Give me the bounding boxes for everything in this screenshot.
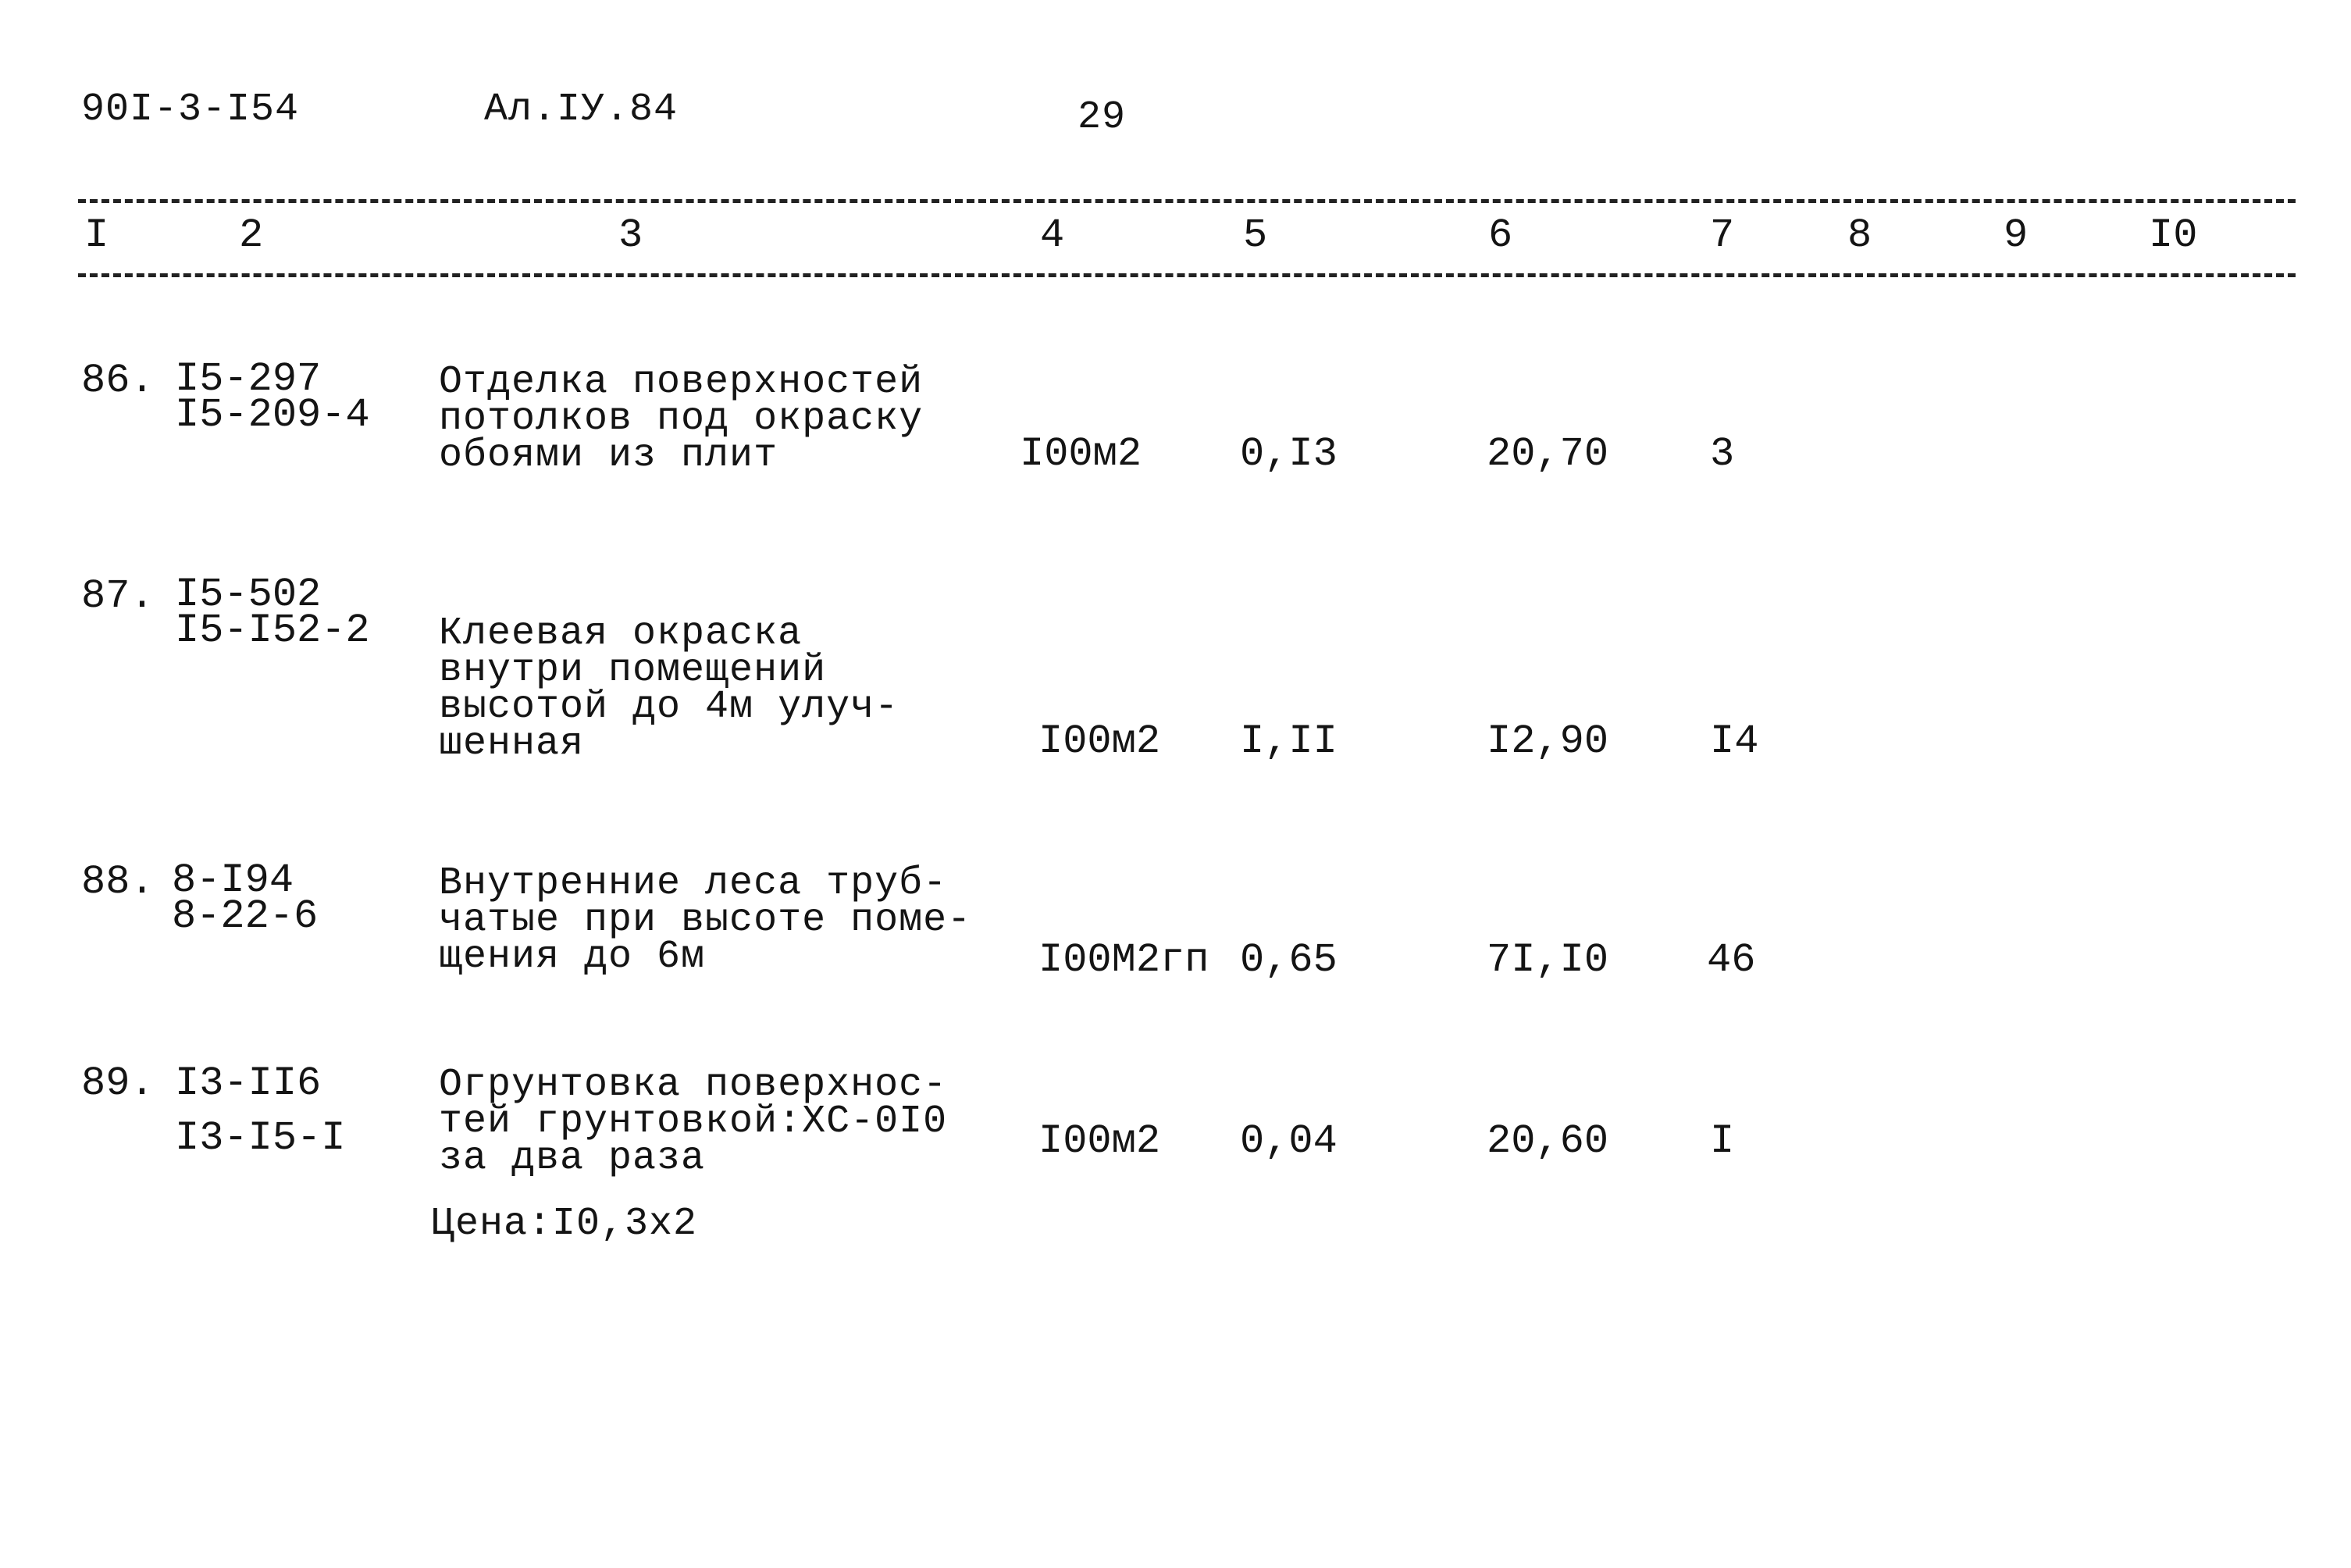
column-header-3: 3	[618, 212, 643, 258]
row-89-number: 89.	[81, 1060, 155, 1107]
sheet-reference: Ал.IУ.84	[484, 87, 679, 132]
column-header-7: 7	[1710, 212, 1735, 258]
row-89-description: Огрунтовка поверхнос- тей грунтовкой:ХС-0I0 за два раза	[439, 1063, 948, 1181]
top-dashed-rule	[78, 199, 2296, 203]
column-header-2: 2	[239, 212, 264, 258]
bottom-dashed-rule	[78, 273, 2296, 277]
column-header-4: 4	[1040, 212, 1065, 258]
column-header-1: I	[84, 212, 109, 258]
price-note: Цена:I0,3х2	[431, 1202, 698, 1246]
row-87-price: I2,90	[1487, 718, 1609, 764]
row-86-quantity: 0,I3	[1240, 431, 1338, 477]
row-86-code-2: I5-209-4	[175, 392, 370, 438]
page-number: 29	[1078, 95, 1127, 140]
row-87-number: 87.	[81, 573, 155, 619]
row-86-description: Отделка поверхностей потолков под окраску обоями из плит	[439, 360, 924, 478]
row-89-code-1: I3-II6	[175, 1060, 322, 1107]
row-89-quantity: 0,04	[1240, 1118, 1338, 1164]
row-86-unit: I00м2	[1020, 431, 1142, 477]
row-87-code-2: I5-I52-2	[175, 608, 370, 654]
row-88-code-2: 8-22-6	[172, 893, 319, 939]
row-87-total: I4	[1710, 718, 1759, 764]
row-89-code-2: I3-I5-I	[175, 1115, 346, 1161]
row-89-total: I	[1710, 1118, 1735, 1164]
column-header-8: 8	[1847, 212, 1872, 258]
row-88-description: Внутренние леса труб- чатые при высоте поме- щения до 6м	[439, 861, 972, 979]
row-86-number: 86.	[81, 358, 155, 404]
document-code: 90I-3-I54	[81, 87, 300, 132]
row-86-total: 3	[1710, 431, 1735, 477]
column-header-6: 6	[1488, 212, 1513, 258]
row-88-unit: I00М2гп	[1038, 937, 1209, 983]
column-header-10: I0	[2149, 212, 2198, 258]
row-87-code-1: I5-502	[175, 572, 322, 618]
row-89-unit: I00м2	[1038, 1118, 1161, 1164]
row-87-description: Клеевая окраска внутри помещений высотой до 4м улуч- шенная	[439, 611, 899, 766]
row-87-quantity: I,II	[1240, 718, 1338, 764]
row-88-price: 7I,I0	[1487, 937, 1609, 983]
row-88-number: 88.	[81, 859, 155, 905]
column-header-9: 9	[2004, 212, 2029, 258]
row-89-price: 20,60	[1487, 1118, 1609, 1164]
row-87-unit: I00м2	[1038, 718, 1161, 764]
row-86-code-1: I5-297	[175, 356, 322, 402]
row-88-total: 46	[1707, 937, 1756, 983]
row-86-price: 20,70	[1487, 431, 1609, 477]
row-88-code-1: 8-I94	[172, 857, 294, 903]
column-header-5: 5	[1243, 212, 1268, 258]
row-88-quantity: 0,65	[1240, 937, 1338, 983]
